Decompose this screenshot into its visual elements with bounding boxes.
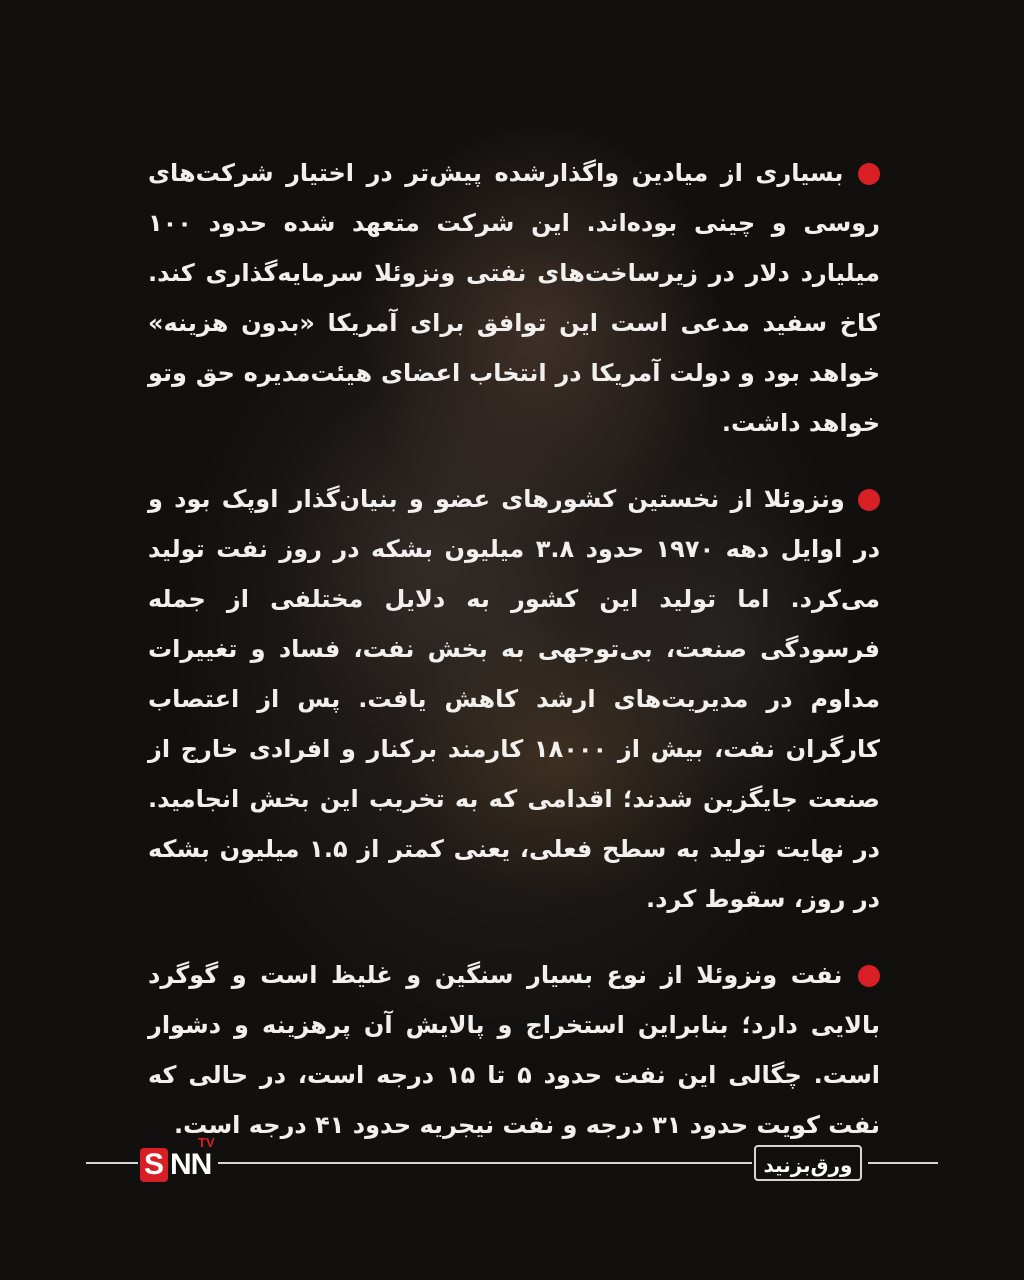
- snn-tv-logo: [140, 1135, 218, 1186]
- paragraph-2: [148, 474, 880, 924]
- paragraph-3-text: نفت ونزوئلا از نوع بسیار سنگین و غلیظ است و گوگرد بالایی دارد؛ بنابراین استخراج و پالایش آن پرهزینه و دشوار است. چگالی این نفت حدود ۵ تا ۱۵ درجه است، در حالی که نفت کویت حدود ۳۱ درجه و نفت نیجریه حدود ۴۱ درجه است.: [148, 961, 881, 1139]
- logo-s-letter: S: [140, 1148, 168, 1182]
- divider-line: [86, 1162, 138, 1164]
- red-bullet-icon: [858, 489, 880, 511]
- red-bullet-icon: [858, 965, 880, 987]
- divider-line: [218, 1162, 752, 1164]
- red-bullet-icon: [858, 163, 880, 185]
- swipe-hint-button[interactable]: ورق‌بزنید: [754, 1145, 862, 1181]
- article-body: [148, 148, 880, 1176]
- divider-line: [868, 1162, 938, 1164]
- paragraph-1-text: بسیاری از میادین واگذارشده پیش‌تر در اختیار شرکت‌های روسی و چینی بوده‌اند. این شرکت متعهد شده حدود ۱۰۰ میلیارد دلار در زیرساخت‌های نفتی ونزوئلا سرمایه‌گذاری کند. کاخ سفید مدعی است این توافق برای آمریکا «بدون هزینه» خواهد بود و دولت آمریکا در انتخاب اعضای هیئت‌مدیره حق وتو خواهد داشت.: [148, 159, 880, 437]
- logo-tv-letters: TV: [198, 1135, 215, 1150]
- paragraph-3: [148, 950, 880, 1150]
- footer-bar: [86, 1135, 938, 1190]
- paragraph-2-text: ونزوئلا از نخستین کشورهای عضو و بنیان‌گذار اوپک بود و در اوایل دهه ۱۹۷۰ حدود ۳.۸ میلیون بشکه در روز نفت تولید می‌کرد. اما تولید این کشور به دلایل مختلفی از جمله فرسودگی صنعت، بی‌توجهی به بخش نفت، فساد و تغییرات مداوم در مدیریت‌های ارشد کاهش یافت. پس از اعتصاب کارگران نفت، بیش از ۱۸۰۰۰ کارمند برکنار و افرادی خارج از صنعت جایگزین شدند؛ اقدامی که به تخریب این بخش انجامید. در نهایت تولید به سطح فعلی، یعنی کمتر از ۱.۵ میلیون بشکه در روز، سقوط کرد.: [148, 485, 881, 913]
- logo-nn-letters: NN: [170, 1148, 212, 1181]
- paragraph-1: [148, 148, 880, 448]
